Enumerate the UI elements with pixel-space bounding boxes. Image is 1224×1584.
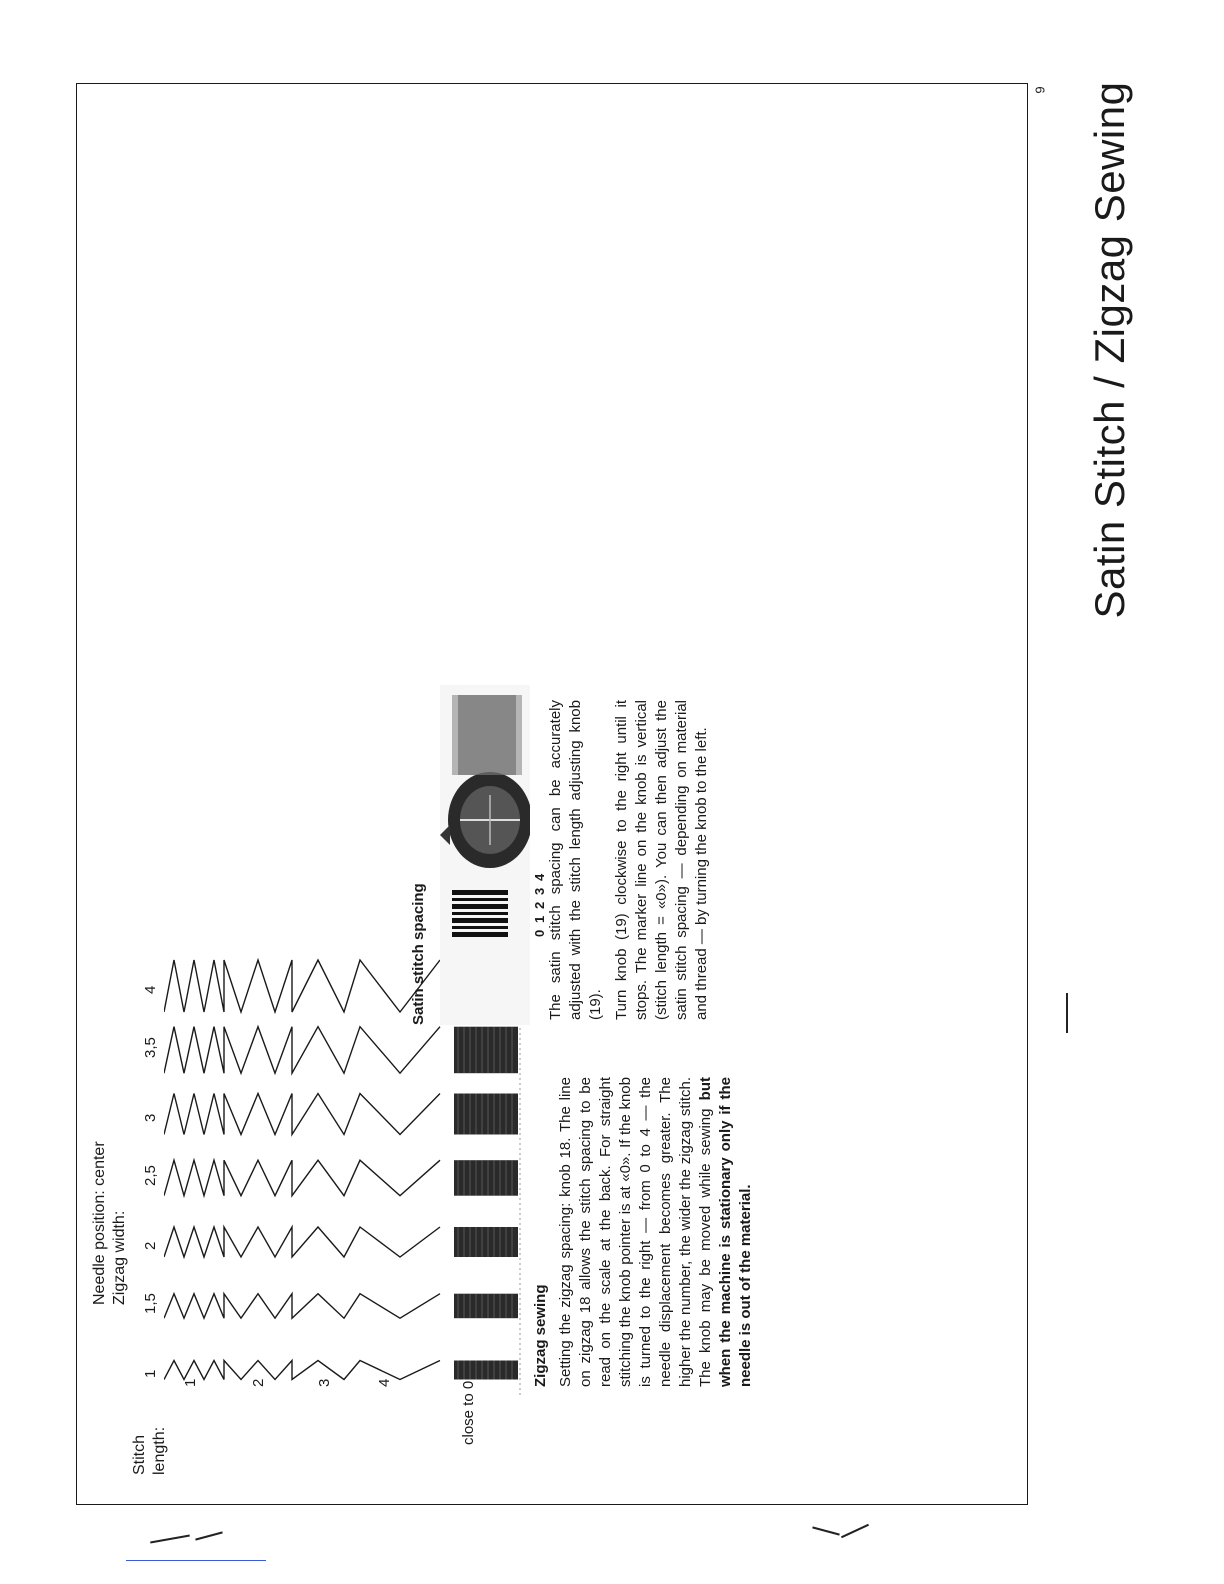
- zigzag-sample: [164, 960, 440, 1012]
- satin-sample: [454, 1227, 518, 1257]
- stitch-length-label-2: length:: [151, 1426, 168, 1475]
- zigzag-sample: [164, 1094, 440, 1135]
- page-number: 9: [1032, 86, 1048, 94]
- length-label: 2: [250, 1378, 267, 1387]
- width-label: 2: [142, 1241, 159, 1250]
- zigzag-bold-text: but when the machine is stationary only if the needle is out of the material.: [697, 1076, 754, 1387]
- width-label: 3: [142, 1113, 159, 1122]
- width-label: 2,5: [142, 1165, 159, 1186]
- page-title: Satin Stitch / Zigzag Sewing: [1086, 81, 1133, 619]
- satin-paragraph-1: [546, 700, 606, 1020]
- satin-text-2: Turn knob (19) clockwise to the right until it stops. The marker line on the knob is vertical (stitch length = «0»). You can then adjust the satin stitch spacing — depending on material and thread — by turning the knob to the left.: [613, 700, 710, 1020]
- satin-sample: [454, 1160, 518, 1196]
- satin-paragraph-2: [612, 700, 712, 1020]
- scan-mark: [195, 1531, 223, 1540]
- scan-mark: [1066, 993, 1068, 1033]
- length-label: 1: [182, 1378, 199, 1387]
- satin-sample: [454, 1361, 518, 1380]
- scan-line: [126, 1560, 266, 1561]
- zigzag-heading: Zigzag sewing: [532, 1284, 549, 1387]
- satin-sample: [454, 1094, 518, 1135]
- width-label: 1,5: [142, 1293, 159, 1314]
- scale-digit: 4: [532, 873, 547, 881]
- scale-digit: 0: [532, 929, 547, 937]
- width-label: 1: [142, 1369, 159, 1378]
- length-label: 4: [376, 1378, 393, 1387]
- zigzag-sample: [164, 1227, 440, 1257]
- zigzag-sample: [164, 1027, 440, 1074]
- zigzag-paragraph: [556, 1077, 756, 1387]
- zigzag-text: Setting the zigzag spacing: knob 18. The line on zigzag 18 allows the stitch spacing to be read on the scale at the back. For straight stitching the knob pointer is at «0». If the knob is turned to the right — from 0 to 4 — the needle displacement becomes greater. The higher the number, the wider the zigzag stitch. The knob may be moved while sewing: [557, 1077, 714, 1387]
- width-label: 4: [142, 985, 159, 994]
- zigzag-sample: [164, 1361, 440, 1380]
- satin-heading: Satin stitch spacing: [410, 883, 427, 1025]
- satin-sample: [454, 1294, 518, 1319]
- needle-position-caption: Needle position: center: [91, 1141, 108, 1305]
- scan-mark: [150, 1535, 190, 1544]
- scale-digit: 2: [532, 901, 547, 909]
- satin-text-1: The satin stitch spacing can be accurately adjusted with the stitch length adjusting knob (19).: [547, 700, 604, 1020]
- content-sheet: [80, 65, 820, 1505]
- zigzag-width-caption: Zigzag width:: [111, 1210, 128, 1305]
- zigzag-sample: [164, 1160, 440, 1196]
- scale-digit: 3: [532, 887, 547, 895]
- scale-digit: 1: [532, 915, 547, 923]
- stitch-length-label-1: Stitch: [131, 1434, 148, 1475]
- satin-sample: [454, 1027, 518, 1074]
- knob-illustration: [440, 685, 530, 1025]
- length-label: close to 0: [460, 1380, 477, 1445]
- scan-mark: [812, 1526, 840, 1535]
- length-label: 3: [316, 1378, 333, 1387]
- width-label: 3,5: [142, 1037, 159, 1058]
- zigzag-sample: [164, 1294, 440, 1319]
- scan-mark: [841, 1524, 869, 1538]
